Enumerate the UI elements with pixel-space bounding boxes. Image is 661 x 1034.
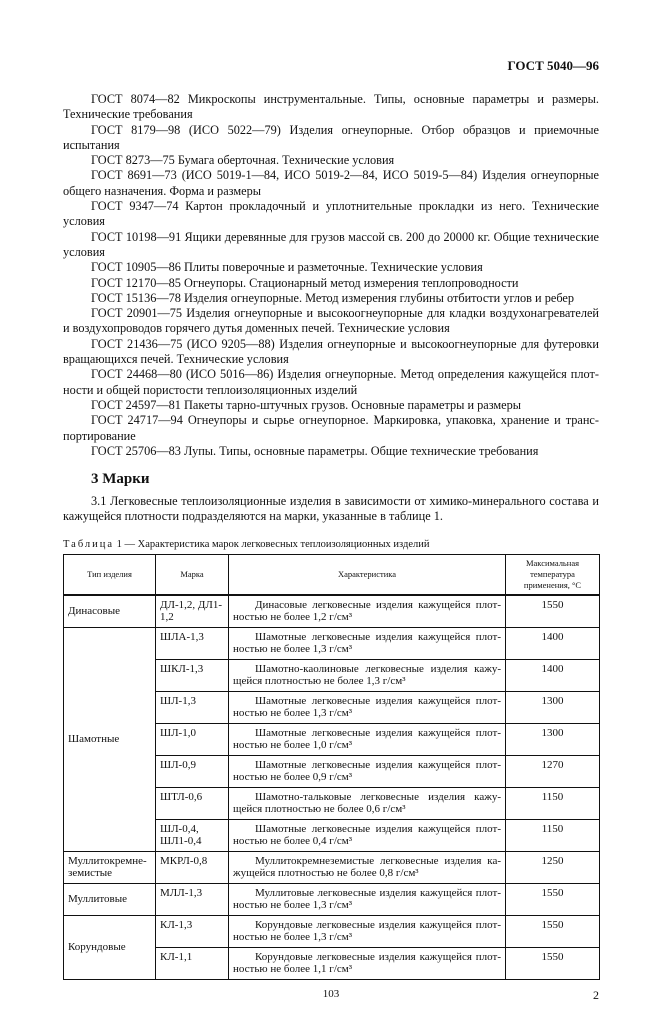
cell-characteristic: Динасовые легковесные изделия кажущейся плотностью не более 1,2 г/см³ — [229, 595, 506, 628]
cell-characteristic: Корундовые легковесные изделия кажущейся плотностью не более 1,1 г/см³ — [229, 947, 506, 979]
table-row — [64, 627, 600, 659]
header-mark: Марка — [156, 554, 229, 595]
cell-max-temp: 1550 — [506, 595, 600, 628]
cell-mark: КЛ-1,1 — [156, 947, 229, 979]
header-characteristic: Характеристика — [229, 554, 506, 595]
table-caption-text: 1 — Характеристика марок легковесных теплоизоляционных изделий — [116, 538, 430, 550]
reference-item: ГОСТ 24597—81 Пакеты тарно-штучных грузов. Основные параметры и размеры — [91, 397, 522, 412]
cell-characteristic: Шамотные легковесные изделия кажущейся плотностью не более 1,3 г/см³ — [229, 627, 506, 659]
table-row — [64, 915, 600, 947]
section-paragraph: 3.1 Легковесные теплоизоляционные изделия в зависимости от химико-минерального состава и кажущейся плотности подразделяются на марки, указанные в таблице 1. — [63, 494, 599, 524]
table-row — [64, 595, 600, 628]
reference-item: ГОСТ 8179—98 (ИСО 5022—79) Изделия огнеупорные. Отбор образцов и приемочные испытания — [63, 122, 599, 152]
cell-mark: ШЛ-1,0 — [156, 723, 229, 755]
reference-item: ГОСТ 12170—85 Огнеупоры. Стационарный метод измерения теплопроводности — [91, 275, 519, 290]
table-row — [64, 883, 600, 915]
cell-characteristic: Шамотные легковесные изделия кажущейся плотностью не более 1,3 г/см³ — [229, 691, 506, 723]
footer-number: 103 — [322, 987, 340, 1000]
cell-max-temp: 1400 — [506, 659, 600, 691]
cell-mark: ШКЛ-1,3 — [156, 659, 229, 691]
normative-references — [63, 92, 599, 459]
cell-characteristic: Шамотные легковесные изделия кажущейся плотностью не более 0,9 г/см³ — [229, 755, 506, 787]
reference-item: ГОСТ 9347—74 Картон прокладочный и уплотнительные прокладки из него. Технические условия — [63, 199, 599, 229]
reference-item: ГОСТ 20901—75 Изделия огнеупорные и высокоогнеупорные для кладки воздухонагревателей и воздухопроводов горячего дутья доменных печей. Технические условия — [63, 306, 599, 336]
reference-item: ГОСТ 15136—78 Изделия огнеупорные. Метод измерения глубины отбитости углов и ребер — [91, 290, 575, 305]
cell-mark: ШЛ-0,4, ШЛ1-0,4 — [156, 819, 229, 851]
cell-type: Динасовые — [64, 595, 156, 628]
cell-mark: ШЛА-1,3 — [156, 627, 229, 659]
reference-item: ГОСТ 10905—86 Плиты поверочные и разметочные. Технические условия — [91, 260, 483, 275]
cell-characteristic: Шамотные легковесные изделия кажущейся плотностью не более 1,0 г/см³ — [229, 723, 506, 755]
reference-item: ГОСТ 8691—73 (ИСО 5019-1—84, ИСО 5019-2—84, ИСО 5019-5—84) Изделия огнеупорные общего назначения. Форма и размеры — [63, 168, 599, 198]
reference-item: ГОСТ 24468—80 (ИСО 5016—86) Изделия огнеупорные. Метод определения кажущейся плотности и общей пористости теплоизоляционных изделий — [63, 367, 599, 397]
cell-characteristic: Шамотно-каолиновые легковесные изделия кажущейся плотностью не более 1,3 г/см³ — [229, 659, 506, 691]
reference-item: ГОСТ 10198—91 Ящики деревянные для грузов массой св. 200 до 20000 кг. Общие технические условия — [63, 229, 599, 259]
cell-max-temp: 1150 — [506, 819, 600, 851]
page-footer — [63, 988, 599, 1004]
marks-table — [63, 554, 600, 980]
cell-type: Муллитокремнеземистые — [64, 851, 156, 883]
cell-type: Корундовые — [64, 915, 156, 979]
header-type: Тип изделия — [64, 554, 156, 595]
table-caption-label: Таблица — [63, 538, 115, 550]
table-row — [64, 851, 600, 883]
reference-item: ГОСТ 8074—82 Микроскопы инструментальные. Типы, основные параметры и размеры. Технические требования — [63, 92, 599, 122]
cell-characteristic: Муллитокремнеземистые легковесные изделия кажущейся плотностью не более 0,8 г/см³ — [229, 851, 506, 883]
cell-max-temp: 1550 — [506, 915, 600, 947]
cell-max-temp: 1150 — [506, 787, 600, 819]
reference-item: ГОСТ 24717—94 Огнеупоры и сырье огнеупорное. Маркировка, упаковка, хранение и транспортирование — [63, 413, 599, 443]
table-caption — [63, 539, 599, 550]
cell-characteristic: Корундовые легковесные изделия кажущейся плотностью не более 1,3 г/см³ — [229, 915, 506, 947]
header-max-temp: Максимальная температура применения, °С — [506, 554, 600, 595]
cell-max-temp: 1400 — [506, 627, 600, 659]
reference-item: ГОСТ 25706—83 Лупы. Типы, основные параметры. Общие технические требования — [91, 443, 539, 458]
reference-item: ГОСТ 21436—75 (ИСО 9205—88) Изделия огнеупорные и высокоогнеупорные для футеровки вращающихся печей. Технические условия — [63, 336, 599, 367]
cell-mark: ШЛ-1,3 — [156, 691, 229, 723]
cell-max-temp: 1300 — [506, 723, 600, 755]
cell-mark: ШЛ-0,9 — [156, 755, 229, 787]
section-title: 3 Марки — [91, 471, 150, 488]
cell-mark: ДЛ-1,2, ДЛ1-1,2 — [156, 595, 229, 628]
document-code: ГОСТ 5040—96 — [507, 58, 599, 73]
cell-max-temp: 1250 — [506, 851, 600, 883]
page-number: 2 — [593, 987, 599, 1002]
cell-max-temp: 1300 — [506, 691, 600, 723]
cell-characteristic: Шамотные легковесные изделия кажущейся плотностью не более 0,4 г/см³ — [229, 819, 506, 851]
cell-max-temp: 1270 — [506, 755, 600, 787]
cell-mark: ШТЛ-0,6 — [156, 787, 229, 819]
cell-characteristic: Шамотно-тальковые легковесные изделия кажущейся плотностью не более 0,6 г/см³ — [229, 787, 506, 819]
reference-item: ГОСТ 8273—75 Бумага оберточная. Технические условия — [91, 153, 395, 168]
cell-max-temp: 1550 — [506, 947, 600, 979]
cell-type: Муллитовые — [64, 883, 156, 915]
cell-mark: МЛЛ-1,3 — [156, 883, 229, 915]
cell-mark: МКРЛ-0,8 — [156, 851, 229, 883]
cell-max-temp: 1550 — [506, 883, 600, 915]
cell-mark: КЛ-1,3 — [156, 915, 229, 947]
cell-type: Шамотные — [64, 627, 156, 851]
cell-characteristic: Муллитовые легковесные изделия кажущейся плотностью не более 1,3 г/см³ — [229, 883, 506, 915]
